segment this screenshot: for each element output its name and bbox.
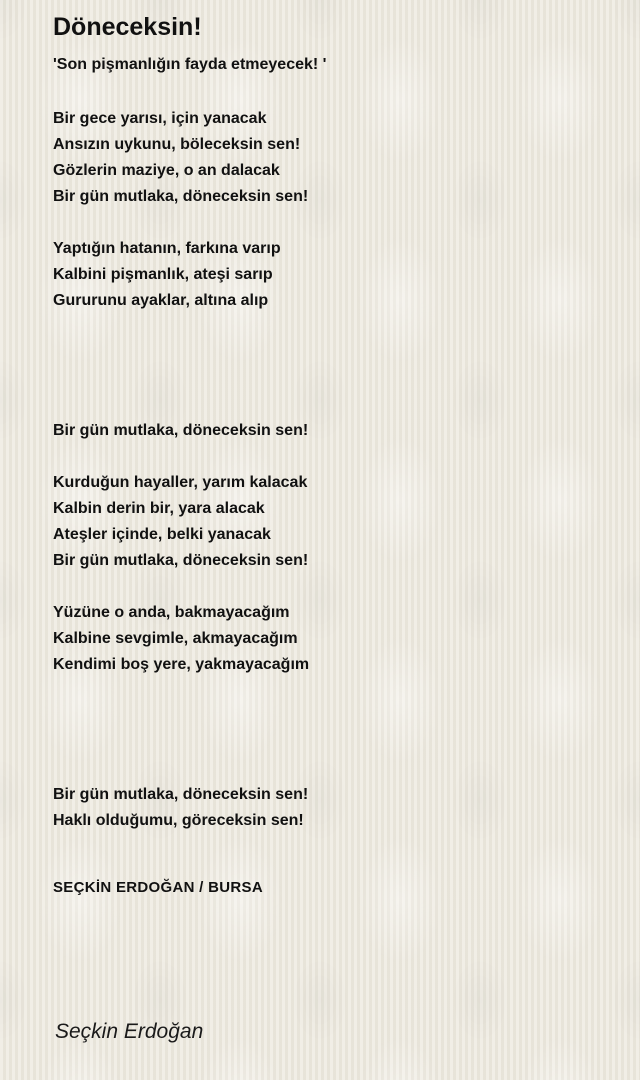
poem-line: Bir gün mutlaka, döneceksin sen! [53, 188, 309, 205]
poem-title: Döneceksin! [53, 13, 202, 41]
poem-line: Kalbine sevgimle, akmayacağım [53, 630, 298, 647]
stanza-break [53, 366, 309, 392]
poem-line: Bir gece yarısı, için yanacak [53, 110, 267, 127]
poem-line: Bir gün mutlaka, döneceksin sen! [53, 786, 309, 803]
stanza-break [53, 678, 309, 704]
poem-line: Yaptığın hatanın, farkına varıp [53, 240, 281, 257]
poem-line: Kurduğun hayaller, yarım kalacak [53, 474, 308, 491]
stanza-break [53, 574, 309, 600]
poem-line: Gururunu ayaklar, altına alıp [53, 292, 269, 309]
poem-line: Kalbini pişmanlık, ateşi sarıp [53, 266, 273, 283]
poem-line: Kalbin derin bir, yara alacak [53, 500, 265, 517]
poem-line: Haklı olduğumu, göreceksin sen! [53, 812, 304, 829]
author-location: SEÇKİN ERDOĞAN / BURSA [53, 879, 263, 896]
stanza-break [53, 444, 309, 470]
poem-line: Bir gün mutlaka, döneceksin sen! [53, 552, 309, 569]
poem-line: Ateşler içinde, belki yanacak [53, 526, 271, 543]
stanza-break [53, 730, 309, 756]
stanza-break [53, 756, 309, 782]
poem-subtitle: 'Son pişmanlığın fayda etmeyecek! ' [53, 56, 327, 73]
stanza-break [53, 340, 309, 366]
poem-line: Yüzüne o anda, bakmayacağım [53, 604, 290, 621]
stanza-break [53, 314, 309, 340]
stanza-break [53, 210, 309, 236]
poem-line: Kendimi boş yere, yakmayacağım [53, 656, 310, 673]
stanza-break [53, 704, 309, 730]
author-signature: Seçkin Erdoğan [55, 1020, 204, 1043]
poem-line: Ansızın uykunu, böleceksin sen! [53, 136, 301, 153]
poem-line: Gözlerin maziye, o an dalacak [53, 162, 280, 179]
poem-body [53, 106, 309, 834]
poem-line: Bir gün mutlaka, döneceksin sen! [53, 422, 309, 439]
stanza-break [53, 392, 309, 418]
